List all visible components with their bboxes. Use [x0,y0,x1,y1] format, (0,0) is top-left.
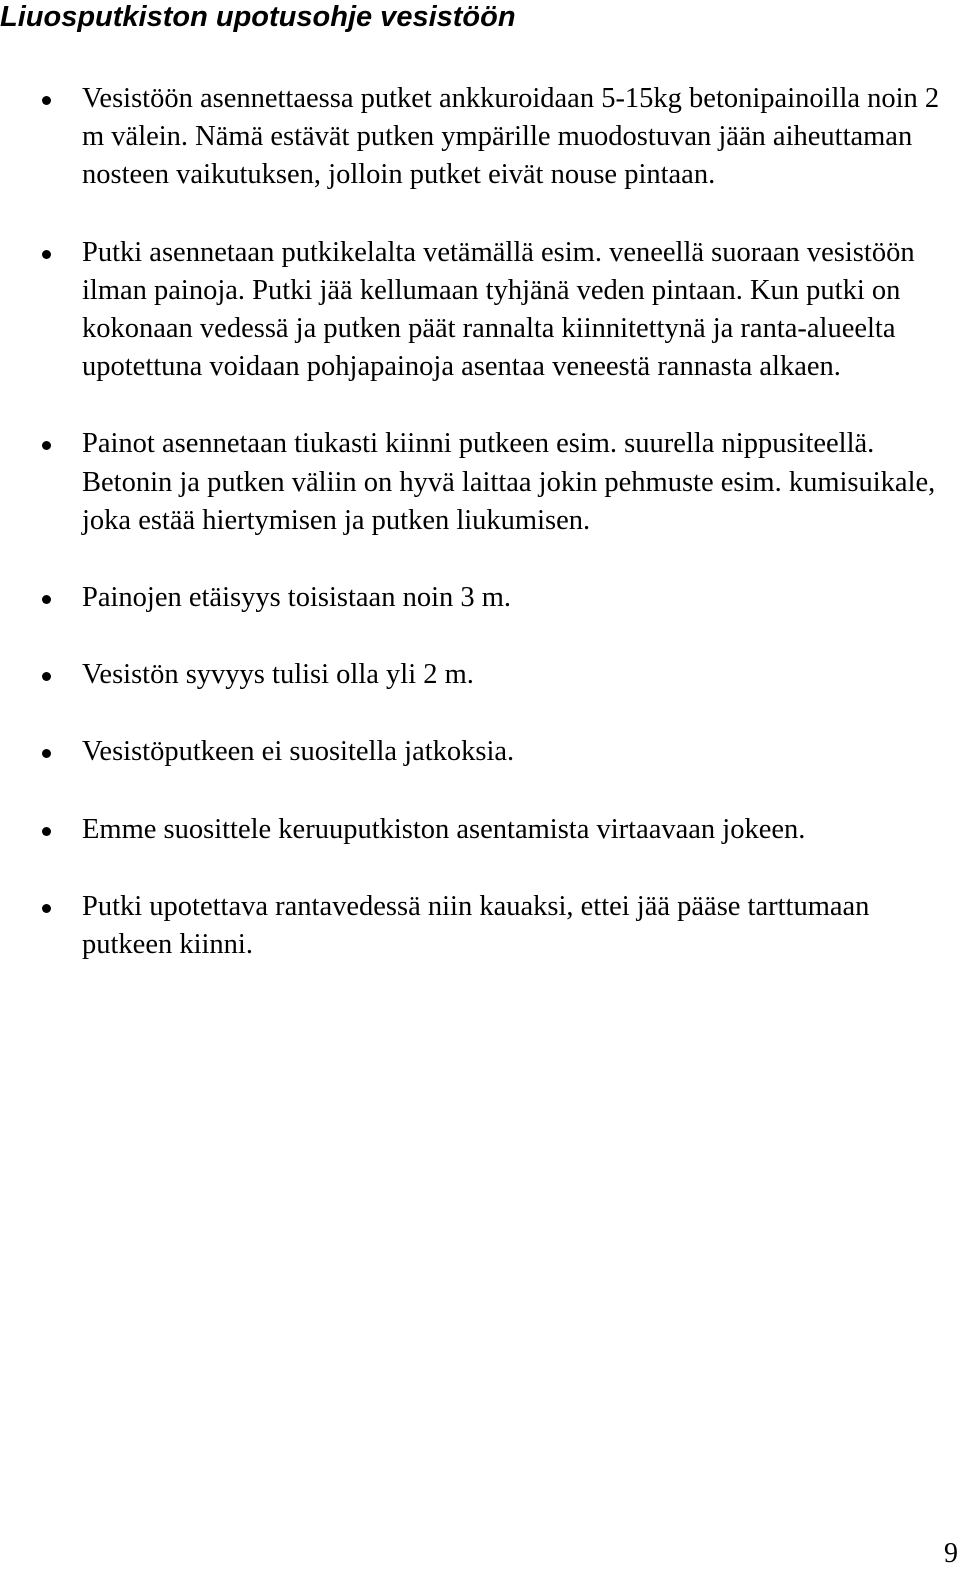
list-item-text: Vesistöputkeen ei suositella jatkoksia. [82,736,515,768]
bullet-icon [42,749,51,758]
list-item-text: Painot asennetaan tiukasti kiinni putkeen esim. suurella nippusiteellä. Betonin ja putken väliin on hyvä laittaa jokin pehmuste esim. kumisuikale, joka estää hiertymisen ja putken liukumisen. [82,428,936,536]
bullet-icon [42,595,51,604]
list-item [0,733,940,771]
bullet-icon [42,672,51,681]
bullet-icon [42,904,51,913]
list-item [0,425,940,540]
list-item [0,656,940,694]
page-number: 9 [944,1538,958,1569]
list-item-text: Putki upotettava rantavedessä niin kauaksi, ettei jää pääse tarttumaan putkeen kiinni. [82,890,870,961]
bullet-icon [42,441,51,450]
list-item-text: Painojen etäisyys toisistaan noin 3 m. [82,582,512,614]
bullet-icon [42,827,51,836]
list-item [0,579,940,617]
bullet-icon [42,96,51,105]
list-item [0,888,940,964]
list-item-text: Putki asennetaan putkikelalta vetämällä esim. veneellä suoraan vesistöön ilman painoja. Putki jää kellumaan tyhjänä veden pintaan. Kun putki on kokonaan vedessä ja putken päät rannalta kiinnitettynä ja ranta-alueelta upotettuna voidaan pohjapainoja asentaa veneestä rannasta alkaen. [82,236,915,383]
list-item [0,234,940,387]
list-item [0,80,940,195]
list-item [0,811,940,849]
list-item-text: Vesistöön asennettaessa putket ankkuroidaan 5-15kg betonipainoilla noin 2 m välein. Nämä estävät putken ympärille muodostuvan jään aiheuttaman nosteen vaikutuksen, jolloin putket eivät nouse pintaan. [82,83,940,191]
list-item-text: Emme suosittele keruuputkiston asentamista virtaavaan jokeen. [82,813,806,845]
bullet-list [0,80,940,1003]
list-item-text: Vesistön syvyys tulisi olla yli 2 m. [82,659,474,691]
page-title: Liuosputkiston upotusohje vesistöön [0,1,516,33]
bullet-icon [42,250,51,259]
